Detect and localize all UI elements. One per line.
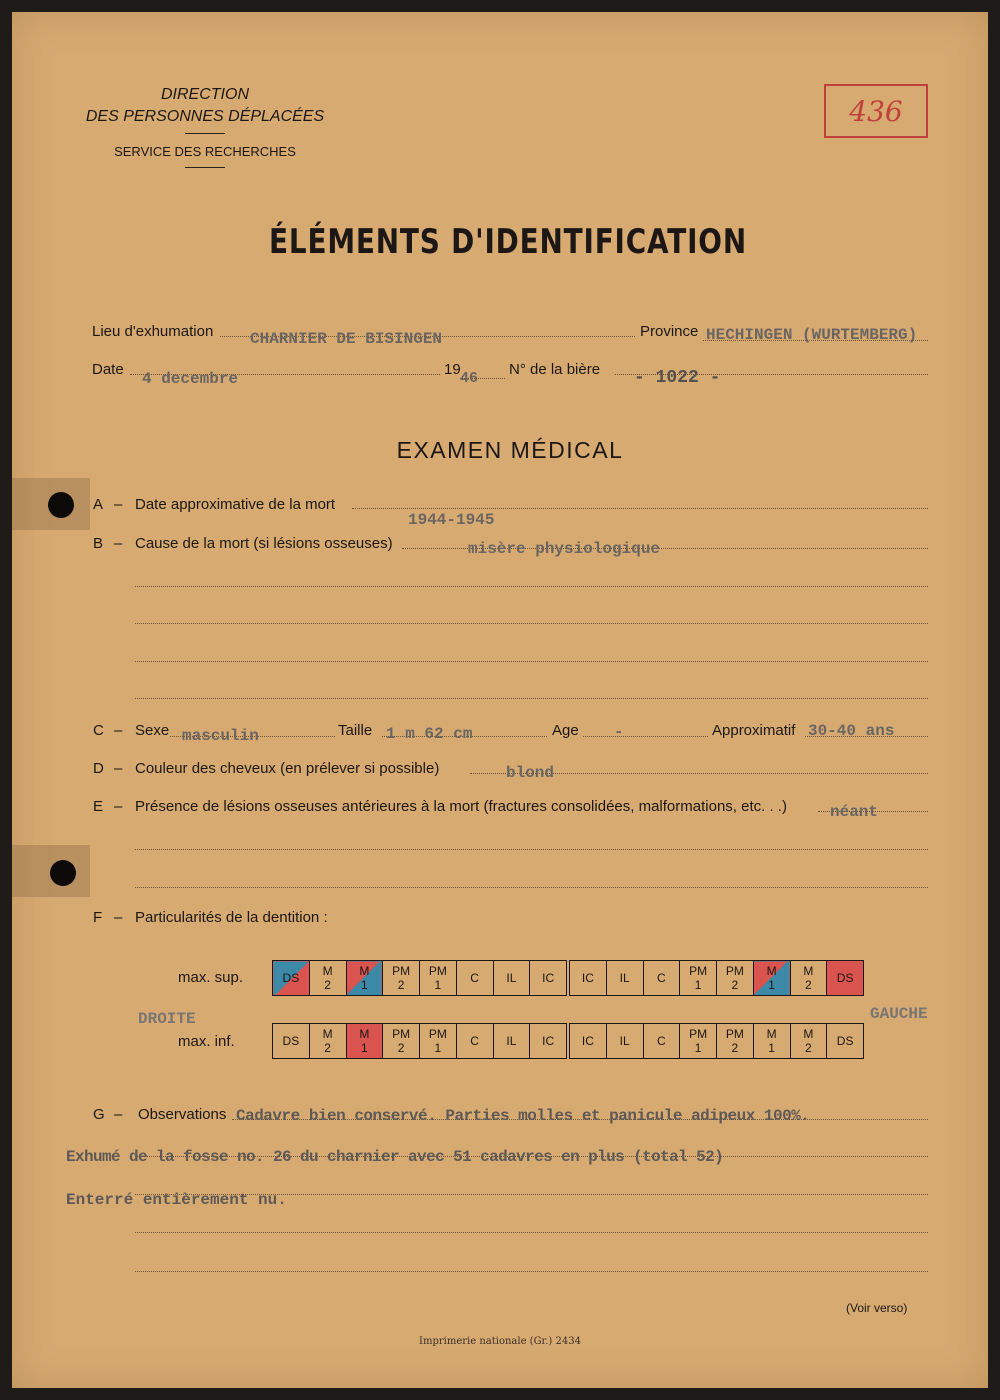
tooth-code: M bbox=[322, 964, 333, 978]
dental-chart-upper bbox=[272, 960, 864, 996]
tooth-cell bbox=[420, 961, 457, 996]
item-g-letter: G bbox=[93, 1106, 105, 1123]
tooth-cell bbox=[717, 1024, 754, 1059]
tooth-cell bbox=[606, 1024, 643, 1059]
dental-chart-lower bbox=[272, 1023, 864, 1059]
org-line2: DES PERSONNES DÉPLACÉES bbox=[85, 108, 325, 125]
observation-line2: Exhumé de la fosse no. 26 du charnier avec 51 cadavres en plus (total 52) bbox=[66, 1148, 724, 1166]
tooth-cell bbox=[643, 961, 680, 996]
tooth-cell bbox=[643, 1024, 680, 1059]
tooth-number: 2 bbox=[397, 978, 405, 992]
tooth-code: IC bbox=[581, 971, 594, 985]
tooth-number: 1 bbox=[694, 978, 702, 992]
tooth-code: DS bbox=[282, 1034, 300, 1048]
tooth-code: IL bbox=[506, 1034, 517, 1048]
tooth-cell bbox=[420, 1024, 457, 1059]
item-a-label: Date approximative de la mort bbox=[135, 496, 336, 513]
item-c-dash: – bbox=[114, 722, 123, 739]
province-value: HECHINGEN (WURTEMBERG) bbox=[706, 326, 918, 344]
tooth-code: IC bbox=[542, 971, 555, 985]
tooth-cell bbox=[827, 1024, 864, 1059]
item-d-label: Couleur des cheveux (en prélever si possible) bbox=[135, 760, 440, 777]
tooth-number: 1 bbox=[434, 1041, 442, 1055]
lieu-value: CHARNIER DE BISINGEN bbox=[250, 330, 443, 348]
lieu-label: Lieu d'exhumation bbox=[92, 323, 214, 340]
item-f-dash: – bbox=[114, 909, 123, 926]
biere-value: - 1022 - bbox=[634, 368, 721, 388]
tooth-code: C bbox=[470, 1034, 479, 1048]
page-title: ÉLÉMENTS D'IDENTIFICATION bbox=[269, 222, 747, 262]
approx-label: Approximatif bbox=[712, 722, 796, 739]
item-b-line4 bbox=[135, 661, 928, 662]
tooth-cell bbox=[383, 961, 420, 996]
tooth-code: PM bbox=[428, 964, 447, 978]
tooth-cell bbox=[346, 1024, 383, 1059]
tooth-code: PM bbox=[725, 964, 744, 978]
item-b-dash: – bbox=[114, 535, 123, 552]
tooth-cell bbox=[680, 1024, 717, 1059]
tooth-number: 2 bbox=[805, 978, 812, 992]
item-b-label: Cause de la mort (si lésions osseuses) bbox=[135, 535, 393, 552]
gauche-label: GAUCHE bbox=[870, 1005, 928, 1023]
tooth-number: 1 bbox=[768, 1041, 775, 1055]
verso-note: (Voir verso) bbox=[846, 1301, 908, 1315]
item-f-letter: F bbox=[93, 909, 103, 926]
tooth-code: M bbox=[359, 1027, 370, 1041]
tooth-code: DS bbox=[836, 1034, 854, 1048]
tooth-cell bbox=[493, 1024, 530, 1059]
item-d-dash: – bbox=[114, 760, 123, 777]
item-a-dots bbox=[352, 508, 928, 509]
tooth-code: M bbox=[359, 964, 370, 978]
biere-label: N° de la bière bbox=[509, 361, 601, 378]
tooth-number: 2 bbox=[324, 1041, 331, 1055]
tooth-cell bbox=[717, 961, 754, 996]
tooth-code: C bbox=[657, 971, 666, 985]
tooth-code: M bbox=[766, 1027, 777, 1041]
item-a-dash: – bbox=[114, 496, 123, 513]
tooth-code: PM bbox=[428, 1027, 447, 1041]
tooth-number: 2 bbox=[731, 978, 739, 992]
tooth-number: 2 bbox=[324, 978, 331, 992]
observation-line1: Cadavre bien conservé. Parties molles et panicule adipeux 100%. bbox=[236, 1107, 810, 1125]
item-e-dash: – bbox=[114, 798, 123, 815]
tooth-number: 2 bbox=[731, 1041, 739, 1055]
item-g-line4 bbox=[135, 1232, 928, 1233]
age-label: Age bbox=[552, 722, 579, 739]
item-g-line5 bbox=[135, 1271, 928, 1272]
tooth-cell bbox=[309, 1024, 346, 1059]
age-value: - bbox=[614, 723, 624, 741]
sexe-value: masculin bbox=[182, 727, 259, 745]
item-e-line2 bbox=[135, 849, 928, 850]
taille-label: Taille bbox=[338, 722, 373, 739]
max-sup-label: max. sup. bbox=[178, 969, 244, 986]
item-a-letter: A bbox=[93, 496, 104, 513]
tooth-cell bbox=[530, 961, 567, 996]
item-e-letter: E bbox=[93, 798, 104, 815]
section-heading-medical: EXAMEN MÉDICAL bbox=[396, 437, 624, 463]
tooth-code: PM bbox=[725, 1027, 744, 1041]
tooth-code: IL bbox=[619, 1034, 630, 1048]
stamp-number: 436 bbox=[849, 94, 903, 128]
item-e-value: néant bbox=[830, 803, 879, 821]
form-sheet bbox=[12, 12, 988, 1388]
tooth-cell bbox=[570, 961, 607, 996]
tooth-code: PM bbox=[392, 964, 411, 978]
punch-hole-top bbox=[48, 492, 74, 518]
item-d-letter: D bbox=[93, 760, 104, 777]
tooth-code: IL bbox=[619, 971, 630, 985]
item-g-dash: – bbox=[114, 1106, 123, 1123]
tooth-code: PM bbox=[689, 1027, 708, 1041]
tooth-cell bbox=[827, 961, 864, 996]
file-number-stamp bbox=[824, 84, 928, 138]
tooth-code: DS bbox=[836, 971, 854, 985]
header-divider-2 bbox=[185, 167, 225, 168]
tooth-code: C bbox=[657, 1034, 666, 1048]
date-value: 4 decembre bbox=[142, 370, 239, 388]
tooth-number: 1 bbox=[768, 978, 775, 992]
tooth-cell bbox=[606, 961, 643, 996]
tooth-cell bbox=[273, 1024, 310, 1059]
item-b-line2 bbox=[135, 586, 928, 587]
org-line1: DIRECTION bbox=[161, 86, 249, 103]
item-d-value: blond bbox=[506, 764, 555, 782]
tooth-code: M bbox=[803, 1027, 814, 1041]
tooth-cell bbox=[790, 1024, 827, 1059]
age-dots bbox=[583, 736, 708, 737]
tooth-cell bbox=[790, 961, 827, 996]
tooth-code: DS bbox=[282, 971, 300, 985]
observation-line3: Enterré entièrement nu. bbox=[66, 1191, 287, 1209]
tooth-code: M bbox=[803, 964, 814, 978]
droite-label: DROITE bbox=[138, 1010, 196, 1028]
year-dots bbox=[460, 378, 505, 379]
service-name: SERVICE DES RECHERCHES bbox=[114, 144, 296, 159]
tooth-cell bbox=[680, 961, 717, 996]
tooth-cell bbox=[456, 1024, 493, 1059]
tooth-cell bbox=[530, 1024, 567, 1059]
item-b-letter: B bbox=[93, 535, 104, 552]
tooth-number: 1 bbox=[361, 978, 368, 992]
tooth-code: IC bbox=[542, 1034, 555, 1048]
tooth-code: M bbox=[766, 964, 777, 978]
tooth-cell bbox=[309, 961, 346, 996]
tooth-cell bbox=[346, 961, 383, 996]
tooth-number: 1 bbox=[434, 978, 442, 992]
year-prefix: 19 bbox=[444, 361, 461, 378]
tooth-cell bbox=[493, 961, 530, 996]
year-suffix: 46 bbox=[460, 370, 479, 387]
sexe-label: Sexe bbox=[135, 722, 170, 739]
tooth-cell bbox=[753, 961, 790, 996]
date-label: Date bbox=[92, 361, 124, 378]
tooth-code: IL bbox=[506, 971, 517, 985]
item-f-label: Particularités de la dentition : bbox=[135, 909, 328, 926]
tooth-cell bbox=[753, 1024, 790, 1059]
max-inf-label: max. inf. bbox=[178, 1033, 235, 1050]
org-header bbox=[80, 84, 330, 128]
tooth-cell bbox=[273, 961, 310, 996]
item-b-line5 bbox=[135, 698, 928, 699]
punch-hole-bottom bbox=[50, 860, 76, 886]
approx-value: 30-40 ans bbox=[808, 722, 895, 740]
item-b-value: misère physiologique bbox=[468, 540, 661, 558]
tooth-cell bbox=[456, 961, 493, 996]
tooth-number: 2 bbox=[805, 1041, 812, 1055]
tooth-code: PM bbox=[392, 1027, 411, 1041]
item-g-label: Observations bbox=[138, 1106, 227, 1123]
item-e-label: Présence de lésions osseuses antérieures à la mort (fractures consolidées, malformations, etc. . .) bbox=[135, 798, 787, 815]
tooth-code: M bbox=[322, 1027, 333, 1041]
tooth-number: 2 bbox=[397, 1041, 405, 1055]
tooth-number: 1 bbox=[694, 1041, 702, 1055]
tooth-code: IC bbox=[581, 1034, 594, 1048]
item-b-line3 bbox=[135, 623, 928, 624]
tooth-number: 1 bbox=[361, 1041, 368, 1055]
item-e-line3 bbox=[135, 887, 928, 888]
printer-imprint: Imprimerie nationale (Gr.) 2434 bbox=[419, 1336, 581, 1347]
item-c-letter: C bbox=[93, 722, 104, 739]
province-label: Province bbox=[640, 323, 699, 340]
taille-value: 1 m 62 cm bbox=[386, 725, 473, 743]
tooth-cell bbox=[383, 1024, 420, 1059]
tooth-code: PM bbox=[689, 964, 708, 978]
header-divider-1 bbox=[185, 133, 225, 134]
item-a-value: 1944-1945 bbox=[408, 511, 495, 529]
tooth-code: C bbox=[470, 971, 479, 985]
tooth-cell bbox=[570, 1024, 607, 1059]
